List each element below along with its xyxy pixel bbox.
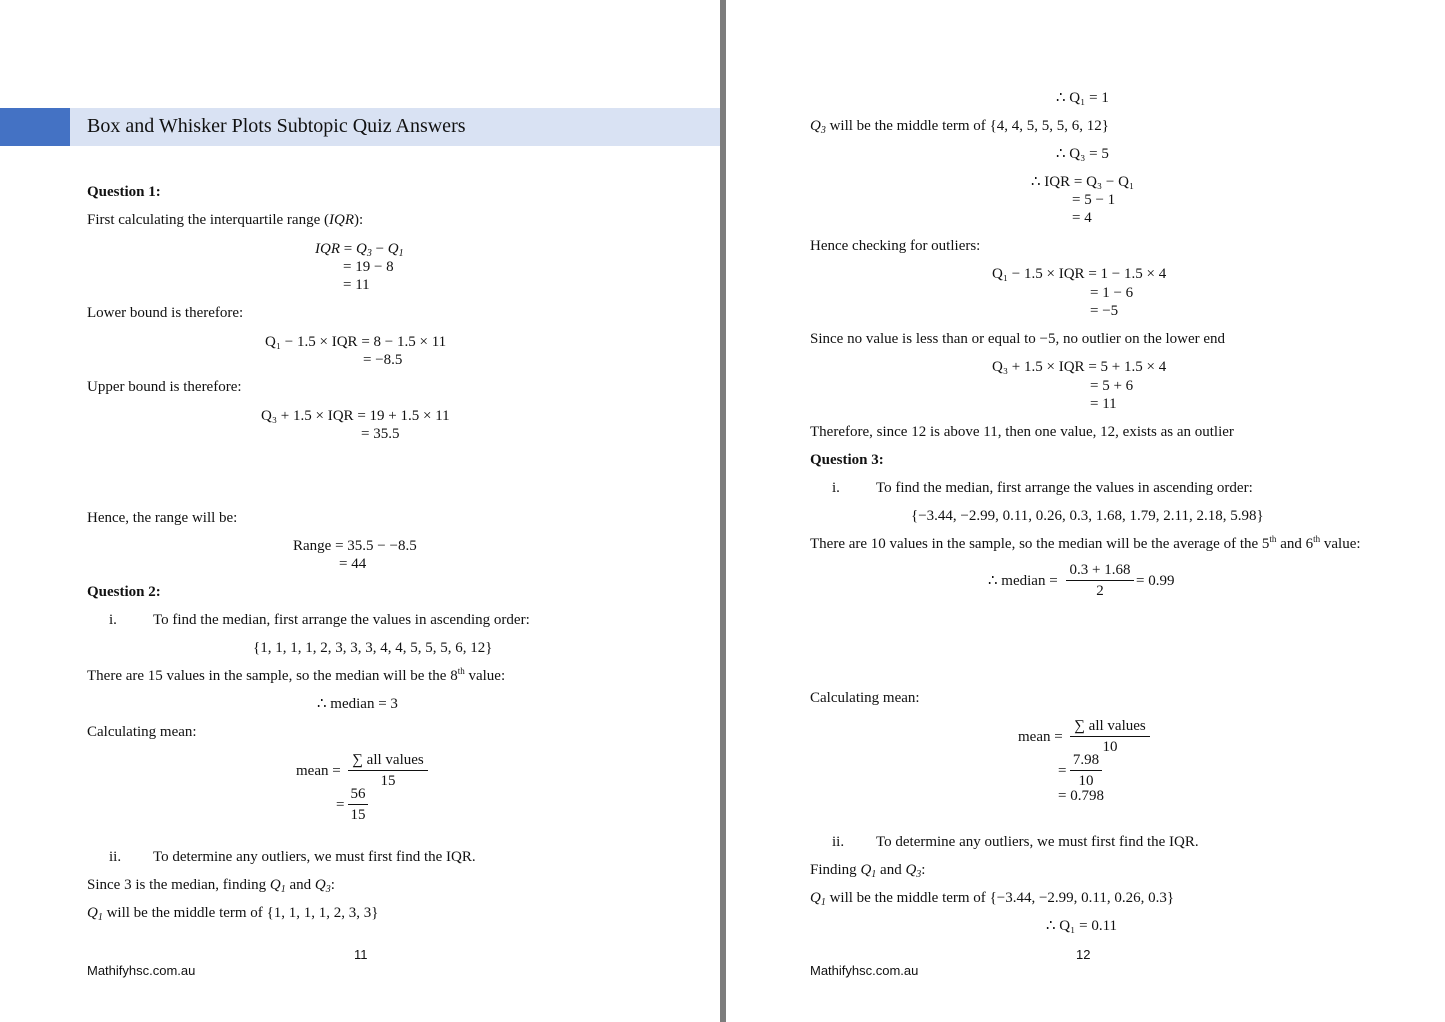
q2-q3-result: ∴ Q₃ = 5 [1056, 146, 1109, 162]
q2-iqr-line-2: = 5 − 1 [1072, 192, 1116, 208]
q3-mean-fraction: ∑ all values 10 [1070, 717, 1150, 756]
q1-lower-bound-label: Lower bound is therefore: [87, 305, 244, 321]
q1-upper-bound-label: Upper bound is therefore: [87, 379, 242, 395]
q3-q1-result: ∴ Q₁ = 0.11 [1046, 918, 1118, 934]
q2-iqr-line-3: = 4 [1072, 210, 1092, 226]
q2-median-note: There are 15 values in the sample, so the median will be the 8th value: [87, 666, 506, 684]
q2-q3-middle-term: $Q_3$ will be the middle term of {4, 4, 5, 5, 5, 6, 12} [810, 118, 1109, 136]
q3-median-result: = 0.99 [1136, 573, 1175, 589]
q3-mean-equals: = [1058, 763, 1067, 779]
q2-q1-middle-term: $Q_1$ will be the middle term of {1, 1, 1, 1, 2, 3, 3} [87, 905, 379, 923]
q1-iqr-line-3: = 11 [343, 277, 370, 293]
question-1-heading: Question 1: [87, 184, 161, 200]
q1-iqr-line-1: IQR = $Q_3 - Q_1$ [315, 241, 404, 259]
q2-upper-line-2: = 5 + 6 [1090, 378, 1134, 394]
q2-lower-line-3: = −5 [1090, 303, 1119, 319]
q3-median-fraction: $\frac{0.3 + 1.68}{2}$ [1066, 561, 1134, 600]
q2-lower-line-1: Q₁ − 1.5 × IQR = 1 − 1.5 × 4 [992, 266, 1167, 282]
q2-outlier-label: Hence checking for outliers: [810, 238, 981, 254]
page-11 [0, 0, 720, 1022]
q2-sorted-values: {1, 1, 1, 1, 2, 3, 3, 3, 4, 4, 5, 5, 5, 6, 12} [253, 640, 493, 656]
q2-mean-label: Calculating mean: [87, 724, 197, 740]
q2-iqr-line-1: ∴ IQR = Q₃ − Q₁ [1031, 174, 1135, 190]
q3-median-lhs: ∴ median = [988, 573, 1058, 589]
footer-site: Mathifyhsc.com.au [87, 963, 196, 978]
q2-part-i-number: i. [109, 612, 117, 628]
q1-upper-bound-line-2: = 35.5 [361, 426, 400, 442]
q2-mean-fraction-2: $\frac{56}{15}$ [348, 785, 368, 824]
footer-site: Mathifyhsc.com.au [810, 963, 919, 978]
document-title: Box and Whisker Plots Subtopic Quiz Answers [87, 115, 466, 137]
q1-upper-bound-line-1: Q₃ + 1.5 × IQR = 19 + 1.5 × 11 [261, 408, 450, 424]
question-3-heading: Question 3: [810, 452, 884, 468]
q1-intro: First calculating the interquartile range (IQR): [87, 212, 364, 228]
q3-mean-fraction-2: $\frac{7.98}{10}$ [1070, 751, 1102, 790]
q2-upper-line-1: Q₃ + 1.5 × IQR = 5 + 1.5 × 4 [992, 359, 1167, 375]
q2-mean-fraction: ∑ all values 15 [348, 751, 428, 790]
q1-range-line-1: Range = 35.5 − −8.5 [293, 538, 417, 554]
q2-part-ii-text: To determine any outliers, we must first find the IQR. [153, 849, 476, 865]
q2-mean-lhs: mean = [296, 763, 341, 779]
q2-lower-line-2: = 1 − 6 [1090, 285, 1134, 301]
q3-q1-middle-term: $Q_1$ will be the middle term of {−3.44, −2.99, 0.11, 0.26, 0.3} [810, 890, 1175, 908]
q1-lower-bound-line-2: = −8.5 [363, 352, 403, 368]
page-number: 11 [354, 947, 368, 962]
page-12 [726, 0, 1445, 1022]
q2-since-median: Since 3 is the median, finding $Q_1$ and $Q_3$: [87, 877, 335, 895]
q3-sorted-values: {−3.44, −2.99, 0.11, 0.26, 0.3, 1.68, 1.79, 2.11, 2.18, 5.98} [911, 508, 1264, 524]
header-accent-bar [0, 108, 70, 146]
q1-iqr-line-2: = 19 − 8 [343, 259, 394, 275]
q3-part-ii-text: To determine any outliers, we must first find the IQR. [876, 834, 1199, 850]
q3-mean-result: = 0.798 [1058, 788, 1104, 804]
q3-mean-label: Calculating mean: [810, 690, 920, 706]
q2-mean-equals: = [336, 797, 345, 813]
q3-part-i-text: To find the median, first arrange the values in ascending order: [876, 480, 1253, 496]
q1-range-line-2: = 44 [339, 556, 367, 572]
q3-finding-quartiles: Finding $Q_1$ and $Q_3$: [810, 862, 926, 880]
q1-range-label: Hence, the range will be: [87, 510, 238, 526]
q3-median-note: There are 10 values in the sample, so the median will be the average of the 5th and 6th value: [810, 534, 1361, 552]
q2-upper-line-3: = 11 [1090, 396, 1117, 412]
q2-part-i-text: To find the median, first arrange the values in ascending order: [153, 612, 530, 628]
header-banner [0, 108, 720, 146]
q2-q1-result: ∴ Q₁ = 1 [1056, 90, 1109, 106]
q1-lower-bound-line-1: Q₁ − 1.5 × IQR = 8 − 1.5 × 11 [265, 334, 447, 350]
q2-part-ii-number: ii. [109, 849, 122, 865]
question-2-heading: Question 2: [87, 584, 161, 600]
q3-part-i-number: i. [832, 480, 840, 496]
q2-upper-conclusion: Therefore, since 12 is above 11, then one value, 12, exists as an outlier [810, 424, 1234, 440]
q3-mean-lhs: mean = [1018, 729, 1063, 745]
q3-part-ii-number: ii. [832, 834, 845, 850]
page-number: 12 [1076, 947, 1091, 962]
q2-lower-conclusion: Since no value is less than or equal to −5, no outlier on the lower end [810, 331, 1226, 347]
q2-median-result: ∴ median = 3 [317, 696, 398, 712]
